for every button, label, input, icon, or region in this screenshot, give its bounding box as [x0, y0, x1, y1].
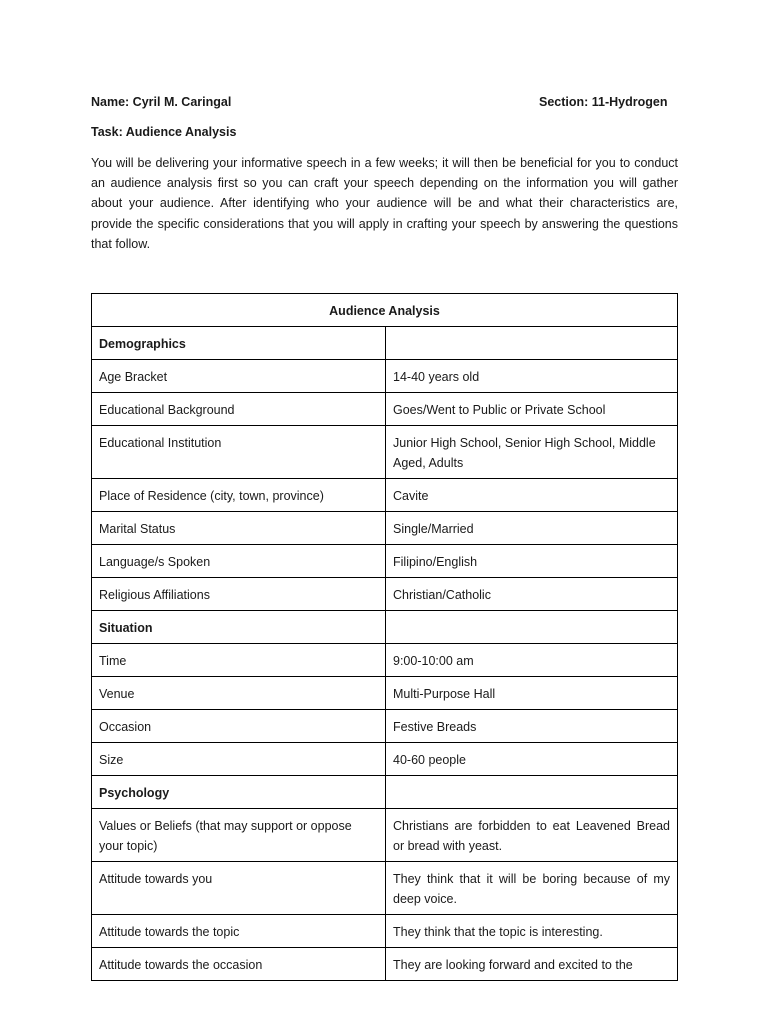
group-heading: Demographics: [92, 327, 386, 360]
row-label: Size: [92, 743, 386, 776]
student-name: Name: Cyril M. Caringal: [91, 95, 232, 109]
table-row: [92, 743, 678, 776]
audience-analysis-table: [91, 293, 678, 981]
header-row: [91, 95, 678, 113]
row-label: Venue: [92, 677, 386, 710]
row-label: Language/s Spoken: [92, 545, 386, 578]
row-label: Age Bracket: [92, 360, 386, 393]
group-row-demographics: [92, 327, 678, 360]
table-row: [92, 360, 678, 393]
intro-paragraph: You will be delivering your informative speech in a few weeks; it will then be beneficial for you to conduct an audience analysis first so you can craft your speech depending on the information you will gather about your audience. After identifying who your audience will be and what their characteristics are, provide the specific considerations that you will apply in crafting your speech by answering the questions that follow.: [91, 156, 678, 251]
table-row: [92, 578, 678, 611]
task-title: Task: Audience Analysis: [91, 125, 237, 139]
table-row: [92, 710, 678, 743]
row-value: Single/Married: [386, 512, 678, 545]
group-row-psychology: [92, 776, 678, 809]
row-value: Christian/Catholic: [386, 578, 678, 611]
row-label: Marital Status: [92, 512, 386, 545]
row-label: Educational Institution: [92, 426, 386, 479]
row-label: Attitude towards the topic: [92, 915, 386, 948]
table-viewport: [91, 293, 681, 972]
row-value: Goes/Went to Public or Private School: [386, 393, 678, 426]
row-value: Festive Breads: [386, 710, 678, 743]
table-row: [92, 512, 678, 545]
table-row: [92, 915, 678, 948]
empty-cell: [386, 327, 678, 360]
group-heading: Situation: [92, 611, 386, 644]
table-row: [92, 644, 678, 677]
table-row: [92, 677, 678, 710]
row-label: Educational Background: [92, 393, 386, 426]
row-value: Christians are forbidden to eat Leavened Bread or bread with yeast.: [386, 809, 678, 862]
row-label: Place of Residence (city, town, province): [92, 479, 386, 512]
student-section: Section: 11-Hydrogen: [539, 95, 668, 109]
row-label: Attitude towards you: [92, 862, 386, 915]
row-label: Occasion: [92, 710, 386, 743]
row-value: 9:00-10:00 am: [386, 644, 678, 677]
row-label: Time: [92, 644, 386, 677]
group-heading: Psychology: [92, 776, 386, 809]
table-row: [92, 479, 678, 512]
table-row: [92, 426, 678, 479]
row-label: Attitude towards the occasion: [92, 948, 386, 981]
row-value: Cavite: [386, 479, 678, 512]
table-title: Audience Analysis: [92, 294, 678, 327]
table-row: [92, 393, 678, 426]
row-label: Values or Beliefs (that may support or oppose your topic): [92, 809, 386, 862]
row-value: They think that the topic is interesting.: [386, 915, 678, 948]
row-value: Junior High School, Senior High School, Middle Aged, Adults: [386, 426, 678, 479]
row-value: They think that it will be boring because of my deep voice.: [386, 862, 678, 915]
row-value: They are looking forward and excited to the: [386, 948, 678, 981]
table-row: [92, 948, 678, 981]
group-row-situation: [92, 611, 678, 644]
table-row: [92, 545, 678, 578]
row-value: Multi-Purpose Hall: [386, 677, 678, 710]
table-row: [92, 862, 678, 915]
row-value: Filipino/English: [386, 545, 678, 578]
row-label: Religious Affiliations: [92, 578, 386, 611]
empty-cell: [386, 776, 678, 809]
row-value: 40-60 people: [386, 743, 678, 776]
row-value: 14-40 years old: [386, 360, 678, 393]
empty-cell: [386, 611, 678, 644]
table-row: [92, 809, 678, 862]
table-title-row: [92, 294, 678, 327]
